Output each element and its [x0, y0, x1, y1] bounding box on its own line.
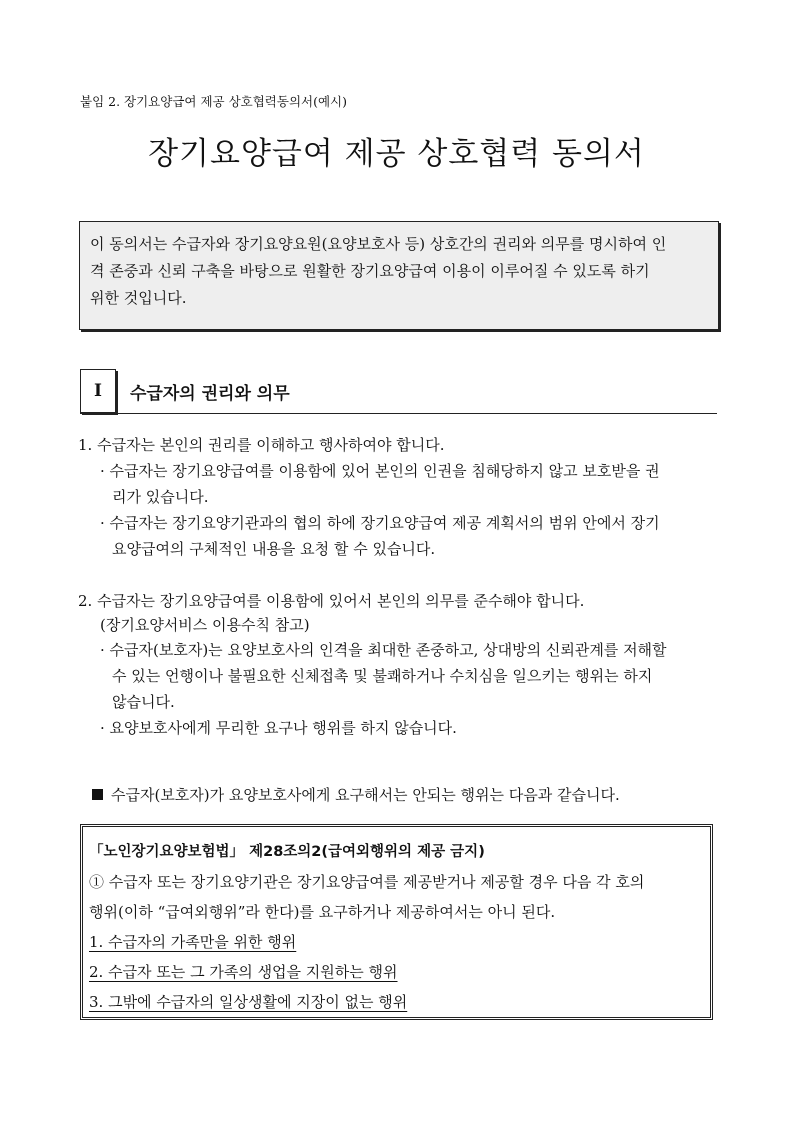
item1-bullet1: · 수급자는 장기요양급여를 이용함에 있어 본인의 인권을 침해당하지 않고 보호받을 권: [100, 462, 660, 480]
section-header: [80, 369, 717, 414]
intro-box: [79, 221, 719, 330]
intro-line: 격 존중과 신뢰 구축을 바탕으로 원활한 장기요양급여 이용이 이루어질 수 있도록 하기: [90, 262, 650, 280]
item2-bullet1-cont: 않습니다.: [112, 693, 175, 711]
notice-line: [92, 782, 620, 808]
item2-bullet1: · 수급자(보호자)는 요양보호사의 인격을 최대한 존중하고, 상대방의 신뢰관계를 저해할: [100, 641, 667, 659]
law-heading: 「노인장기요양보험법」 제28조의2(급여외행위의 제공 금지): [89, 844, 485, 860]
law-item-text: 1. 수급자의 가족만을 위한 행위: [89, 933, 297, 951]
document-title: 장기요양급여 제공 상호협력 동의서: [148, 136, 645, 172]
intro-line: 이 동의서는 수급자와 장기요양요원(요양보호사 등) 상호간의 권리와 의무를 명시하여 인: [90, 235, 667, 253]
item1-bullet2-cont: 요양급여의 구체적인 내용을 요청 할 수 있습니다.: [112, 540, 436, 558]
law-paragraph-line: ① 수급자 또는 장기요양기관은 장기요양급여를 제공받거나 제공할 경우 다음 각 호의: [89, 873, 645, 891]
law-box: [80, 824, 713, 1020]
law-paragraph-line: 행위(이하 “급여외행위”라 한다)를 요구하거나 제공하여서는 아니 된다.: [89, 903, 556, 921]
item2-bullet1-cont: 수 있는 언행이나 불필요한 신체접촉 및 불쾌하거나 수치심을 일으키는 행위는 하지: [112, 667, 653, 685]
attachment-note: 붙임 2. 장기요양급여 제공 상호협력동의서(예시): [80, 94, 347, 109]
law-item-text: 3. 그밖에 수급자의 일상생활에 지장이 없는 행위: [89, 993, 408, 1011]
item2-heading: 2. 수급자는 장기요양급여를 이용함에 있어서 본인의 의무를 준수해야 합니다.: [78, 592, 585, 610]
section-number: I: [80, 369, 116, 413]
notice-text: 수급자(보호자)가 요양보호사에게 요구해서는 안되는 행위는 다음과 같습니다.: [111, 786, 620, 804]
item2-bullet2: · 요양보호사에게 무리한 요구나 행위를 하지 않습니다.: [100, 719, 457, 737]
item2-subnote: (장기요양서비스 이용수칙 참고): [100, 616, 310, 634]
section-title: 수급자의 권리와 의무: [130, 384, 290, 404]
square-bullet-icon: [92, 789, 103, 800]
item1-bullet2: · 수급자는 장기요양기관과의 협의 하에 장기요양급여 제공 계획서의 범위 안에서 장기: [100, 514, 660, 532]
intro-line: 위한 것입니다.: [90, 289, 187, 307]
law-item: [89, 927, 704, 957]
item1-heading: 1. 수급자는 본인의 권리를 이해하고 행사하여야 합니다.: [78, 436, 445, 454]
law-item-text: 2. 수급자 또는 그 가족의 생업을 지원하는 행위: [89, 963, 398, 981]
law-item: [89, 987, 704, 1017]
law-item: [89, 957, 704, 987]
item1-bullet1-cont: 리가 있습니다.: [112, 488, 209, 506]
